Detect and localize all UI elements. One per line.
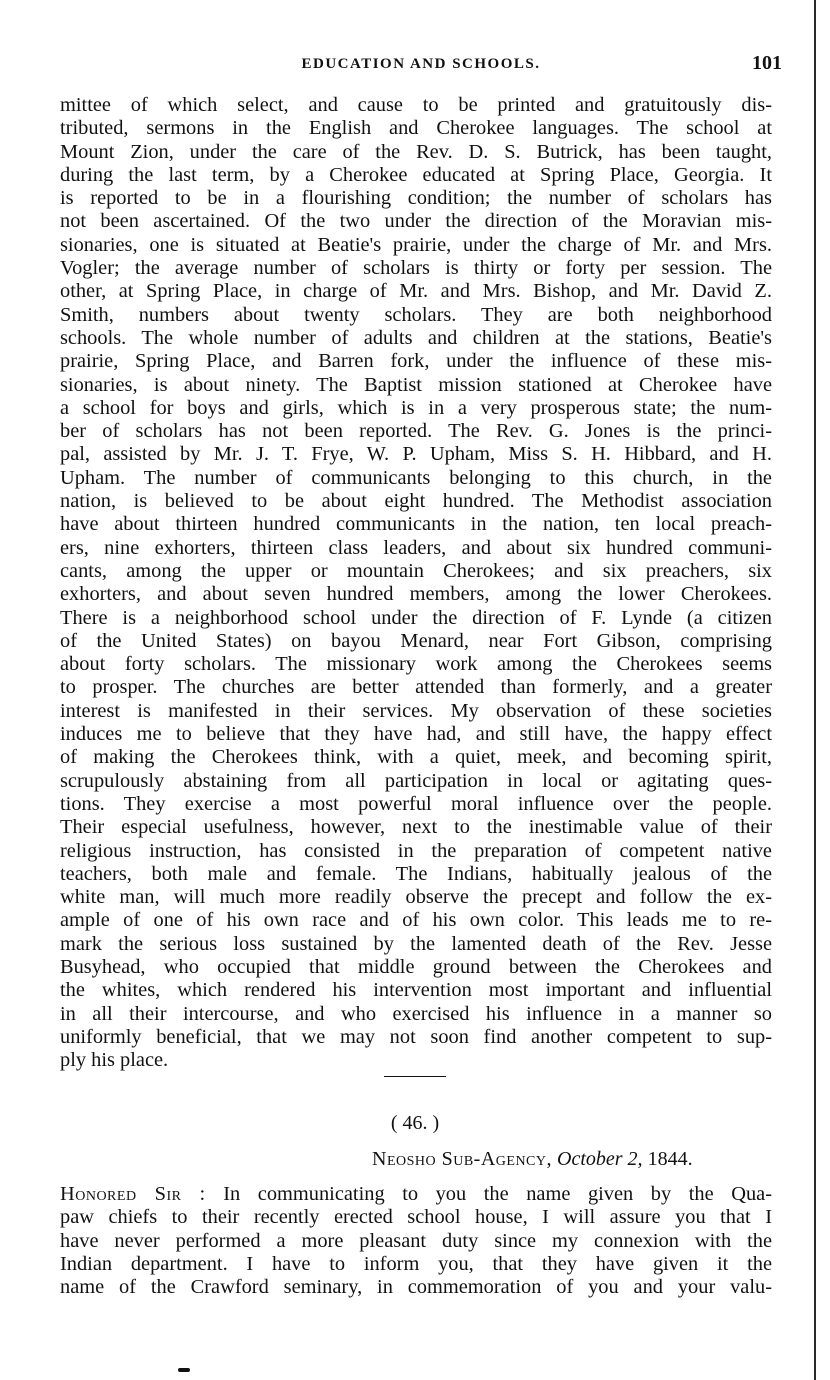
text-line: about forty scholars. The missionary work among the Cherokees seems xyxy=(60,653,772,676)
text-line: pal, assisted by Mr. J. T. Frye, W. P. Upham, Miss S. H. Hibbard, and H. xyxy=(60,443,772,466)
text-line: tributed, sermons in the English and Cherokee languages. The school at xyxy=(60,117,772,140)
page-number: 101 xyxy=(752,52,782,74)
text-line: a school for boys and girls, which is in a very prosperous state; the num- xyxy=(60,396,772,419)
letter-line: Indian department. I have to inform you, that they have given it the xyxy=(60,1252,772,1275)
letter-line: name of the Crawford seminary, in commemoration of you and your valu- xyxy=(60,1276,772,1299)
text-line: uniformly beneficial, that we may not soon find another competent to sup- xyxy=(60,1025,772,1048)
text-line: to prosper. The churches are better attended than formerly, and a greater xyxy=(60,676,772,699)
letter-first-line: In communicating to you the name given by the Qua- xyxy=(223,1183,772,1205)
dateline-date: October 2, xyxy=(557,1148,643,1170)
running-title: EDUCATION AND SCHOOLS. xyxy=(301,56,541,72)
text-line: Upham. The number of communicants belonging to this church, in the xyxy=(60,466,772,489)
text-line: nation, is believed to be about eight hundred. The Methodist association xyxy=(60,490,772,513)
dateline-year: 1844. xyxy=(647,1148,693,1170)
text-line: have about thirteen hundred communicants in the nation, ten local preach- xyxy=(60,513,772,536)
text-line: induces me to believe that they have had, and still have, the happy effect xyxy=(60,723,772,746)
text-line: religious instruction, has consisted in the preparation of competent native xyxy=(60,839,772,862)
text-line: There is a neighborhood school under the direction of F. Lynde (a citizen xyxy=(60,606,772,629)
text-line: interest is manifested in their services. My observation of these societies xyxy=(60,699,772,722)
text-line: not been ascertained. Of the two under the direction of the Moravian mis- xyxy=(60,210,772,233)
text-line: teachers, both male and female. The Indians, habitually jealous of the xyxy=(60,862,772,885)
text-line: ply his place. xyxy=(60,1049,169,1072)
document-number: ( 46. ) xyxy=(390,1112,440,1134)
page-edge-line xyxy=(814,0,816,1380)
salutation: Honored Sir : xyxy=(60,1183,206,1205)
letter-line xyxy=(60,1183,772,1206)
text-line: prairie, Spring Place, and Barren fork, under the influence of these mis- xyxy=(60,350,772,373)
text-line: Their especial usefulness, however, next to the inestimable value of their xyxy=(60,816,772,839)
text-line: schools. The whole number of adults and children at the stations, Beatie's xyxy=(60,326,772,349)
text-line: the whites, which rendered his intervention most important and influential xyxy=(60,979,772,1002)
text-line: white man, will much more readily observe the precept and follow the ex- xyxy=(60,886,772,909)
text-line: ers, nine exhorters, thirteen class leaders, and about six hundred communi- xyxy=(60,536,772,559)
letter-body xyxy=(60,1183,772,1299)
body-paragraph xyxy=(60,94,772,1072)
letter-line: have never performed a more pleasant duty since my connexion with the xyxy=(60,1229,772,1252)
text-line: of the United States) on bayou Menard, near Fort Gibson, comprising xyxy=(60,629,772,652)
running-header xyxy=(60,52,782,80)
text-line: during the last term, by a Cherokee educated at Spring Place, Georgia. It xyxy=(60,163,772,186)
letter-line: paw chiefs to their recently erected school house, I will assure you that I xyxy=(60,1206,772,1229)
text-line: Smith, numbers about twenty scholars. They are both neighborhood xyxy=(60,303,772,326)
print-mark xyxy=(178,1368,190,1372)
text-line: sionaries, is about ninety. The Baptist mission stationed at Cherokee have xyxy=(60,373,772,396)
text-line: Vogler; the average number of scholars is thirty or forty per session. The xyxy=(60,257,772,280)
text-line: mittee of which select, and cause to be printed and gratuitously dis- xyxy=(60,94,772,116)
text-line: cants, among the upper or mountain Cherokees; and six preachers, six xyxy=(60,559,772,582)
text-line: exhorters, and about seven hundred members, among the lower Cherokees. xyxy=(60,583,772,606)
text-line: ber of scholars has not been reported. The Rev. G. Jones is the princi- xyxy=(60,420,772,443)
text-line: sionaries, one is situated at Beatie's prairie, under the charge of Mr. and Mrs. xyxy=(60,233,772,256)
text-line: other, at Spring Place, in charge of Mr. and Mrs. Bishop, and Mr. David Z. xyxy=(60,280,772,303)
dateline-place: Neosho Sub-Agency, xyxy=(372,1148,553,1170)
text-line: is reported to be in a flourishing condition; the number of scholars has xyxy=(60,187,772,210)
text-line: scrupulously abstaining from all participation in local or agitating ques- xyxy=(60,769,772,792)
text-line: of making the Cherokees think, with a quiet, meek, and becoming spirit, xyxy=(60,746,772,769)
text-line: in all their intercourse, and who exercised his influence in a manner so xyxy=(60,1002,772,1025)
text-line: tions. They exercise a most powerful moral influence over the people. xyxy=(60,792,772,815)
text-line: Busyhead, who occupied that middle ground between the Cherokees and xyxy=(60,955,772,978)
section-divider xyxy=(384,1076,446,1077)
text-line: mark the serious loss sustained by the lamented death of the Rev. Jesse xyxy=(60,932,772,955)
text-line: ample of one of his own race and of his own color. This leads me to re- xyxy=(60,909,772,932)
text-line: Mount Zion, under the care of the Rev. D. S. Butrick, has been taught, xyxy=(60,140,772,163)
letter-dateline xyxy=(372,1148,752,1171)
